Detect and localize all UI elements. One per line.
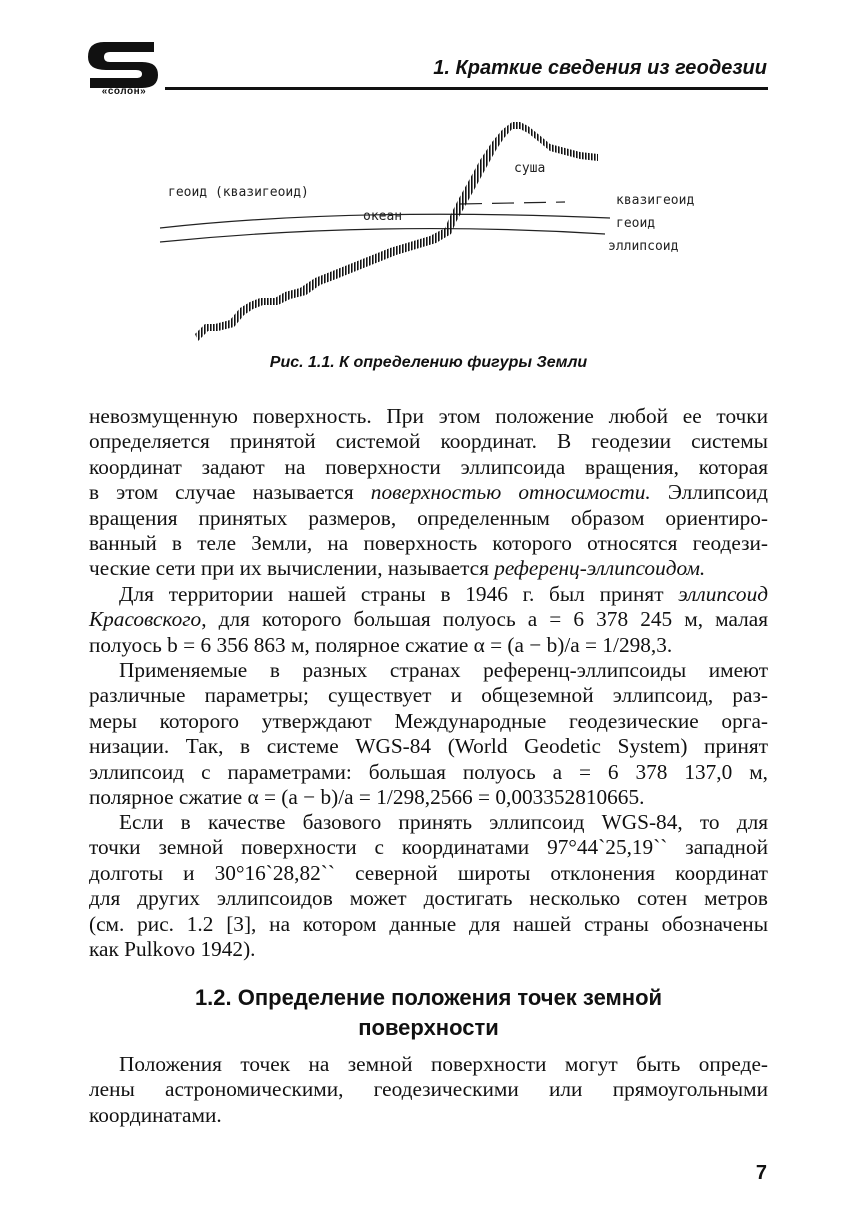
text-line: полярное сжатие α = (a − b)/a = 1/298,2566 = 0,003352810665. [89, 785, 645, 810]
label-quasigeoid: квазигеоид [616, 193, 695, 208]
text-line: Применяемые в разных странах референц-эллипсоиды имеют [119, 658, 768, 682]
terrain-profile [195, 122, 598, 341]
text-line: ческие сети при их вычислении, называется референц-эллипсоидом. [89, 556, 706, 581]
paragraph-2 [89, 582, 768, 658]
text-line: долготы и 30°16`28,82`` северной широты отклонения координат [89, 860, 768, 885]
paragraph-3 [89, 658, 768, 810]
text-line: полуось b = 6 356 863 м, полярное сжатие α = (a − b)/a = 1/298,3. [89, 632, 673, 657]
header-rule [165, 87, 768, 90]
label-ocean: океан [363, 209, 403, 224]
text-line: Положения точек на земной поверхности могут быть опреде- [119, 1052, 768, 1076]
section-heading [89, 983, 768, 1043]
text-line: координатами. [89, 1102, 222, 1127]
quasigeoid-dashed-curve [460, 202, 565, 204]
text-line: в этом случае называется поверхностью относимости. Эллипсоид [89, 480, 768, 505]
logo-caption: «солон» [101, 86, 147, 97]
paragraph-4 [89, 810, 768, 962]
paragraph-1 [89, 404, 768, 582]
text-line: Красовского, для которого большая полуось a = 6 378 245 м, малая [89, 607, 768, 632]
text-line: вращения принятых размеров, определенным образом ориентиро- [89, 505, 768, 530]
label-ellipsoid: эллипсоид [608, 239, 679, 254]
text-line: низации. Так, в системе WGS-84 (World Geodetic System) принят [89, 734, 768, 759]
text-line: невозмущенную поверхность. При этом положение любой ее точки [89, 404, 768, 428]
paragraph-5 [89, 1052, 768, 1128]
text-line: Для территории нашей страны в 1946 г. был принят эллипсоид [119, 582, 768, 606]
text-line: ванный в теле Земли, на поверхность которого относятся геодези- [89, 531, 768, 556]
text-line: различные параметры; существует и общеземной эллипсоид, раз- [89, 683, 768, 708]
label-geoid-quasigeoid: геоид (квазигеоид) [168, 185, 309, 200]
earth-figure-diagram [150, 112, 710, 347]
page-number: 7 [755, 1162, 767, 1184]
text-line: как Pulkovo 1942). [89, 937, 256, 962]
text-line: для других эллипсоидов может достигать несколько сотен метров [89, 886, 768, 911]
text-line: координат задают на поверхности эллипсоида вращения, которая [89, 454, 768, 479]
section-heading-line: 1.2. Определение положения точек земной [194, 985, 663, 1010]
text-line: эллипсоид с параметрами: большая полуось a = 6 378 137,0 м, [89, 759, 768, 784]
text-line: определяется принятой системой координат. В геодезии системы [89, 429, 768, 454]
label-geoid: геоид [616, 216, 656, 231]
text-line: точки земной поверхности с координатами 97°44`25,19`` западной [89, 835, 768, 860]
label-land: суша [514, 161, 546, 176]
text-line: Если в качестве базового принять эллипсоид WGS-84, то для [119, 810, 768, 834]
running-head: 1. Краткие сведения из геодезии [433, 57, 767, 79]
text-line: меры которого утверждают Международные геодезические орга- [89, 708, 768, 733]
text-line: (см. рис. 1.2 [3], на котором данные для нашей страны обозначены [89, 911, 768, 936]
section-heading-line: поверхности [358, 1015, 499, 1040]
ellipsoid-curve [160, 229, 605, 242]
figure-caption: Рис. 1.1. К определению фигуры Земли [269, 354, 588, 371]
text-line: лены астрономическими, геодезическими или прямоугольными [89, 1077, 768, 1102]
